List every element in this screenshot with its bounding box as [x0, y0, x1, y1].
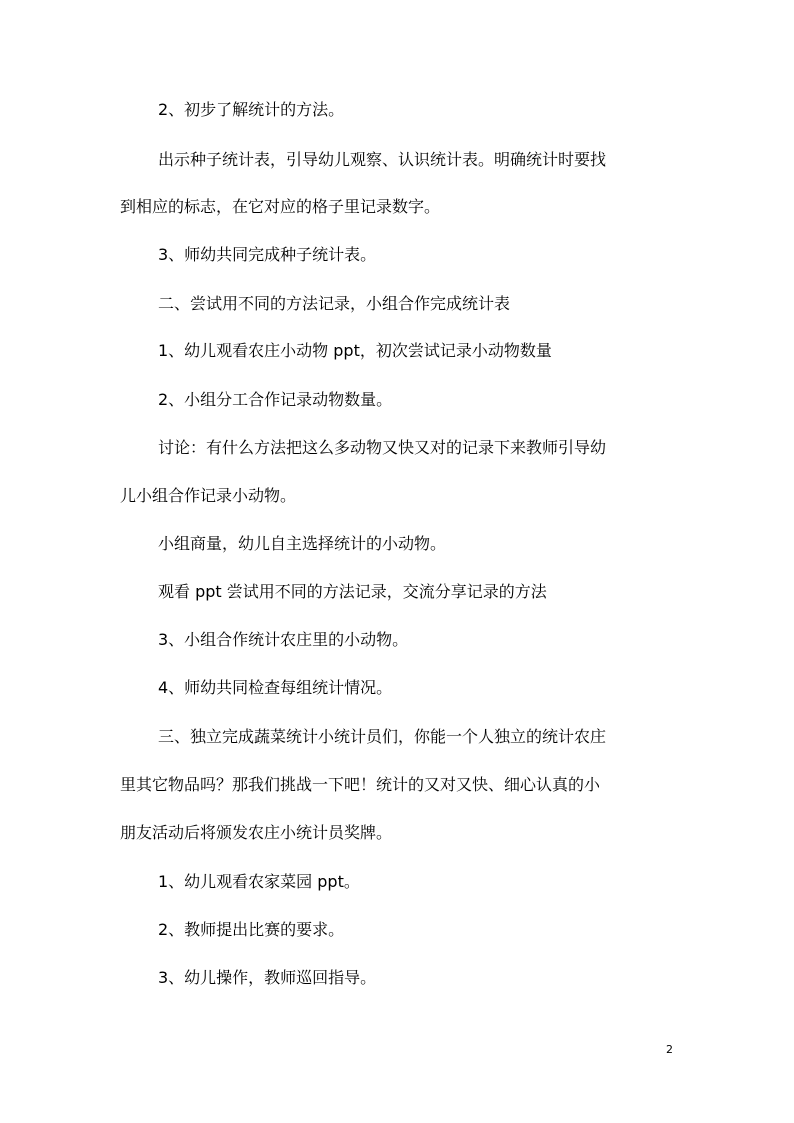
section-heading-two: 二、尝试用不同的方法记录，小组合作完成统计表 [158, 294, 511, 313]
paragraph-step-2-learn-method: 2、初步了解统计的方法。 [158, 100, 345, 119]
paragraph-show-seed-table-line1: 出示种子统计表，引导幼儿观察、认识统计表。明确统计时要找 [158, 150, 607, 169]
section-heading-three-line2: 里其它物品吗？那我们挑战一下吧！统计的又对又快、细心认真的小 [120, 775, 601, 794]
paragraph-show-seed-table-line2: 到相应的标志，在它对应的格子里记录数字。 [120, 197, 441, 216]
paragraph-step-2-requirements: 2、教师提出比赛的要求。 [158, 920, 345, 939]
paragraph-step-3-count-animals: 3、小组合作统计农庄里的小动物。 [158, 630, 409, 649]
section-heading-three-line1: 三、独立完成蔬菜统计小统计员们，你能一个人独立的统计农庄 [158, 727, 607, 746]
section-heading-three-line3: 朋友活动后将颁发农庄小统计员奖牌。 [120, 823, 393, 842]
paragraph-discussion-line2: 儿小组合作记录小动物。 [120, 486, 297, 505]
page-number: 2 [666, 1043, 673, 1056]
paragraph-group-discuss: 小组商量，幼儿自主选择统计的小动物。 [158, 534, 447, 553]
paragraph-watch-ppt-methods: 观看 ppt 尝试用不同的方法记录，交流分享记录的方法 [158, 582, 547, 601]
paragraph-step-4-check: 4、师幼共同检查每组统计情况。 [158, 678, 393, 697]
paragraph-step-1-watch-garden: 1、幼儿观看农家菜园 ppt。 [158, 872, 360, 891]
paragraph-discussion-line1: 讨论：有什么方法把这么多动物又快又对的记录下来教师引导幼 [158, 438, 607, 457]
paragraph-step-3-complete-table: 3、师幼共同完成种子统计表。 [158, 245, 377, 264]
paragraph-step-2-group-record: 2、小组分工合作记录动物数量。 [158, 390, 393, 409]
paragraph-step-3-operate: 3、幼儿操作，教师巡回指导。 [158, 968, 377, 987]
paragraph-step-1-watch-ppt: 1、幼儿观看农庄小动物 ppt，初次尝试记录小动物数量 [158, 341, 552, 360]
